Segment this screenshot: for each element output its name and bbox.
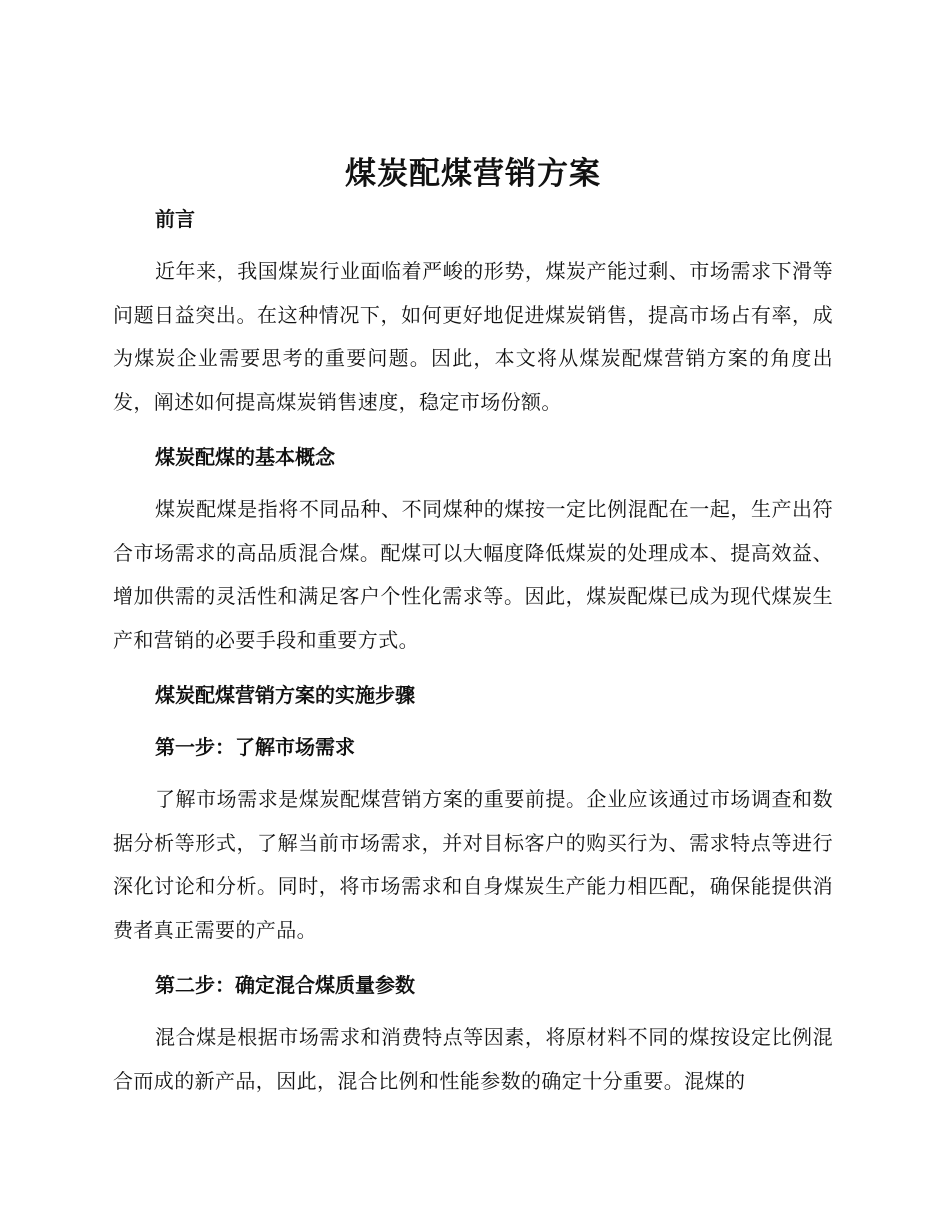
- section-heading-concept: 煤炭配煤的基本概念: [155, 445, 335, 469]
- section-heading-step2: 第二步：确定混合煤质量参数: [155, 973, 415, 997]
- section-heading-step1: 第一步：了解市场需求: [155, 735, 355, 759]
- paragraph-step2: 混合煤是根据市场需求和消费特点等因素，将原材料不同的煤按设定比例混合而成的新产品，因此，混合比例和性能参数的确定十分重要。混煤的: [113, 1025, 833, 1093]
- paragraph-concept: 煤炭配煤是指将不同品种、不同煤种的煤按一定比例混配在一起，生产出符合市场需求的高品质混合煤。配煤可以大幅度降低煤炭的处理成本、提高效益、增加供需的灵活性和满足客户个性化需求等。因此，煤炭配煤已成为现代煤炭生产和营销的必要手段和重要方式。: [113, 497, 833, 652]
- document-page: [113, 148, 833, 1103]
- section-heading-preface: 前言: [155, 207, 195, 231]
- document-title: 煤炭配煤营销方案: [345, 156, 601, 192]
- paragraph-preface: 近年来，我国煤炭行业面临着严峻的形势，煤炭产能过剩、市场需求下滑等问题日益突出。在这种情况下，如何更好地促进煤炭销售，提高市场占有率，成为煤炭企业需要思考的重要问题。因此，本文将从煤炭配煤营销方案的角度出发，阐述如何提高煤炭销售速度，稳定市场份额。: [113, 259, 833, 414]
- section-heading-steps: 煤炭配煤营销方案的实施步骤: [155, 683, 415, 707]
- paragraph-step1: 了解市场需求是煤炭配煤营销方案的重要前提。企业应该通过市场调查和数据分析等形式，了解当前市场需求，并对目标客户的购买行为、需求特点等进行深化讨论和分析。同时，将市场需求和自身煤炭生产能力相匹配，确保能提供消费者真正需要的产品。: [113, 787, 833, 942]
